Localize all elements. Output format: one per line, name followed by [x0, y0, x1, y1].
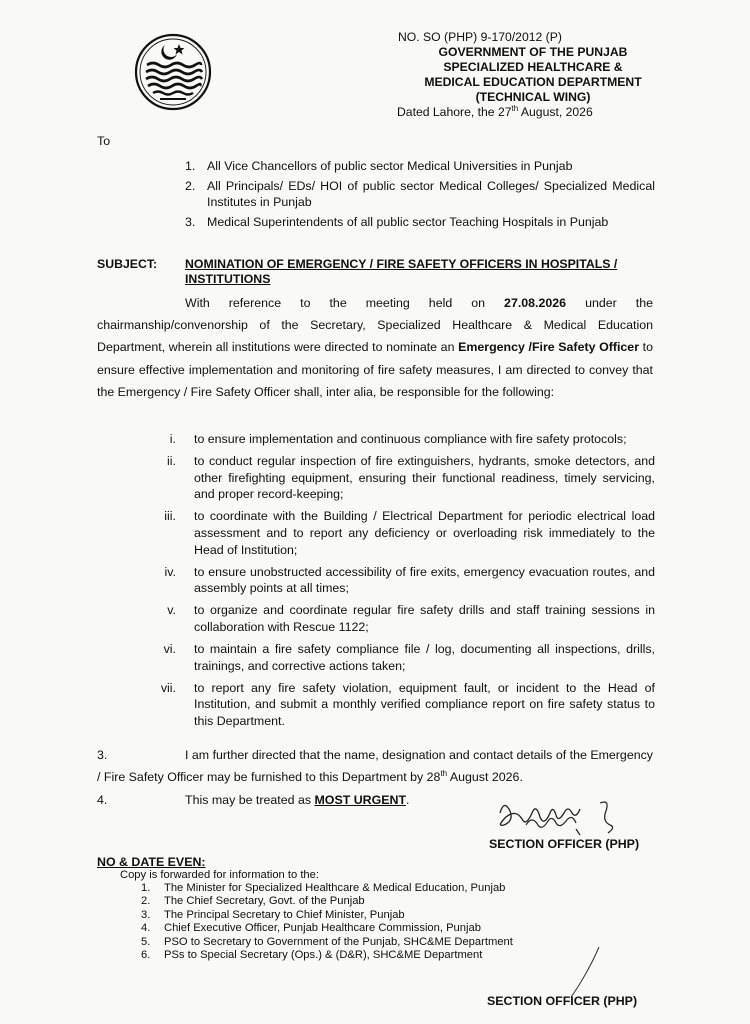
- header-line-2: SPECIALIZED HEALTHCARE &: [443, 60, 623, 74]
- duty-item: vii. to report any fire safety violation, equipment fault, or incident to the Head of Institution, and submit a monthly verified compliance report on fire safety status to this Department.: [160, 680, 655, 728]
- signature-stroke: [565, 945, 605, 1000]
- copy-item: 1. The Minister for Specialized Healthcare & Medical Education, Punjab: [141, 882, 506, 894]
- paragraph-3: 3. I am further directed that the name, designation and contact details of the Emergency / Fire Safety Officer may be furnished to this Department by 28th August 2026.: [97, 748, 653, 785]
- subject-text: NOMINATION OF EMERGENCY / FIRE SAFETY OFFICERS IN HOSPITALS / INSTITUTIONS: [185, 257, 618, 286]
- paragraph-4: 4. This may be treated as MOST URGENT.: [97, 793, 410, 807]
- reference-number: NO. SO (PHP) 9-170/2012 (P): [398, 30, 562, 44]
- copy-item: 2. The Chief Secretary, Govt. of the Punjab: [141, 895, 365, 908]
- no-date-even-heading: NO & DATE EVEN:: [97, 855, 206, 869]
- duty-item: i. to ensure implementation and continuous compliance with fire safety protocols;: [169, 432, 627, 446]
- duty-item: ii. to conduct regular inspection of fire extinguishers, hydrants, smoke detectors, and other firefighting equipment, ensuring their functional readiness, timely servicing, and proper record-keeping;: [167, 454, 655, 502]
- copy-item: 6. PSs to Special Secretary (Ops.) & (D&R), SHC&ME Department: [141, 949, 483, 962]
- signatory-title-2: SECTION OFFICER (PHP): [487, 994, 638, 1008]
- duties-list: [150, 431, 655, 735]
- duty-item: iii. to coordinate with the Building / Electrical Department for periodic electrical load assessment and to report any deficiency or overloading risk immediately to the Head of Institution;: [164, 509, 655, 557]
- copy-item: 4. Chief Executive Officer, Punjab Healthcare Commission, Punjab: [141, 922, 481, 935]
- copy-item: 3. The Principal Secretary to Chief Minister, Punjab: [141, 908, 405, 921]
- urgency-text: MOST URGENT: [314, 793, 407, 807]
- signatory-title: SECTION OFFICER (PHP): [489, 837, 640, 851]
- officer-role: Emergency /Fire Safety Officer: [458, 340, 640, 355]
- addressee-item: 1. All Vice Chancellors of public sector Medical Universities in Punjab: [185, 159, 573, 173]
- duty-item: vi. to maintain a fire safety compliance file / log, documenting all inspections, drills, trainings, and corrective actions taken;: [163, 642, 655, 673]
- addressee-item: 2. All Principals/ EDs/ HOI of public sector Medical Colleges/ Specialized Medical Institutes in Punjab: [185, 179, 655, 209]
- meeting-date: 27.08.2026: [504, 296, 567, 310]
- copy-forwarded-text: Copy is forwarded for information to the:: [120, 869, 319, 881]
- duty-item: iv. to ensure unobstructed accessibility of fire exits, emergency evacuation routes, and assembly points at all times;: [164, 564, 655, 596]
- header-line-3: MEDICAL EDUCATION DEPARTMENT: [424, 75, 642, 89]
- signature-mark: [492, 791, 632, 841]
- letter-date: Dated Lahore, the 27th August, 2026: [397, 103, 593, 119]
- header-line-1: GOVERNMENT OF THE PUNJAB: [438, 45, 628, 59]
- paragraph-1: With reference to the meeting held on 27.08.2026 under the chairmanship/convenorship of the Secretary, Specialized Healthcare & Medical Education Department, wherein all institutions were directed to nominate an Emergency /Fire Safety Officer to ensure effective implementation and monitoring of fire safety measures, I am directed to convey that the Emergency / Fire Safety Officer shall, inter alia, be responsible for the following:: [97, 296, 653, 399]
- copy-list: [141, 882, 621, 962]
- addressee-list: [185, 158, 655, 234]
- copy-item: 5. PSO to Secretary to Government of the Punjab, SHC&ME Department: [141, 935, 513, 948]
- duty-item: v. to organize and coordinate regular fire safety drills and staff training sessions in collaboration with Rescue 1122;: [167, 603, 655, 634]
- header-line-4: (TECHNICAL WING): [475, 90, 591, 104]
- to-label: To: [97, 134, 111, 148]
- punjab-government-logo: [133, 32, 213, 112]
- letter-header: [383, 30, 683, 120]
- addressee-item: 3. Medical Superintendents of all public sector Teaching Hospitals in Punjab: [185, 215, 609, 229]
- subject-label: SUBJECT:: [97, 257, 158, 271]
